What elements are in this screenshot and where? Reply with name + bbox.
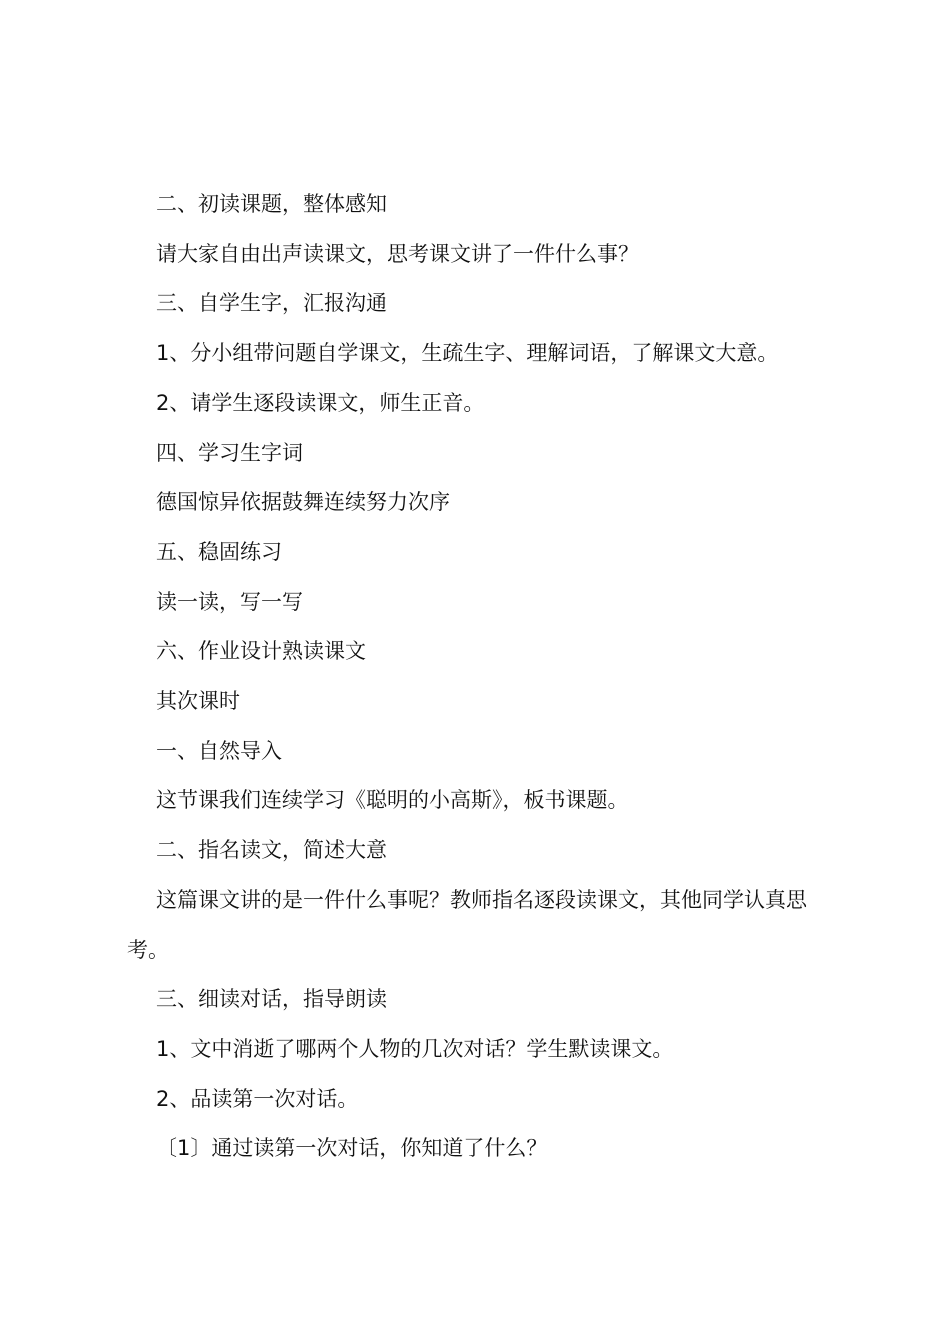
paragraph-first-dialogue-question: 〔1〕通过读第一次对话，你知道了什么？	[156, 1136, 548, 1161]
paragraph-read-write: 读一读，写一写	[156, 589, 303, 614]
paragraph-dialogue-question: 1、文中消逝了哪两个人物的几次对话？学生默读课文。	[156, 1036, 674, 1061]
paragraph-vocabulary-list: 德国惊异依据鼓舞连续努力次序	[156, 490, 450, 515]
heading-homework: 六、作业设计熟读课文	[156, 639, 366, 664]
heading-self-study: 三、自学生字，汇报沟通	[156, 291, 387, 316]
paragraph-section-reading: 2、请学生逐段读课文，师生正音。	[156, 390, 485, 415]
paragraph-group-study: 1、分小组带问题自学课文，生疏生字、理解词语，了解课文大意。	[156, 341, 779, 366]
heading-practice: 五、稳固练习	[156, 539, 282, 564]
heading-dialogue-reading: 三、细读对话，指导朗读	[156, 987, 387, 1012]
heading-initial-reading: 二、初读课题，整体感知	[156, 192, 387, 216]
heading-vocabulary: 四、学习生字词	[156, 440, 303, 465]
heading-introduction: 一、自然导入	[156, 738, 282, 763]
heading-summary: 二、指名读文，简述大意	[156, 838, 387, 863]
paragraph-reading-prompt: 请大家自由出声读课文，思考课文讲了一件什么事？	[156, 241, 639, 266]
paragraph-summary-question: 这篇课文讲的是一件什么事呢？教师指名逐段读课文，其他同学认真思考。	[127, 887, 807, 962]
paragraph-first-dialogue: 2、品读第一次对话。	[156, 1086, 359, 1111]
paragraph-lesson-continue: 这节课我们连续学习《聪明的小高斯》，板书课题。	[156, 788, 629, 813]
document-body	[127, 180, 837, 1174]
heading-second-lesson: 其次课时	[156, 689, 240, 714]
